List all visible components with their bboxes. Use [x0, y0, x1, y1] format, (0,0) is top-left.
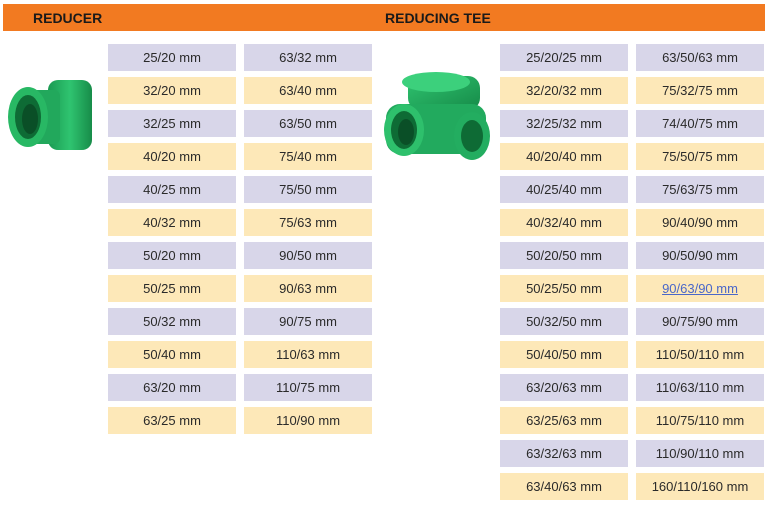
reducer-size-cell: 63/32 mm [244, 44, 372, 71]
green-reducing-tee-icon [380, 68, 496, 174]
tee-size-cell: 63/25/63 mm [500, 407, 628, 434]
tee-size-cell: 90/63/90 mm [636, 275, 764, 302]
tee-size-cell: 40/32/40 mm [500, 209, 628, 236]
tee-size-cell: 50/40/50 mm [500, 341, 628, 368]
tee-size-cell: 50/25/50 mm [500, 275, 628, 302]
tee-size-cell: 110/90/110 mm [636, 440, 764, 467]
tee-size-cell: 90/40/90 mm [636, 209, 764, 236]
reducer-size-cell: 32/25 mm [108, 110, 236, 137]
tee-size-cell: 110/75/110 mm [636, 407, 764, 434]
reducer-size-cell: 40/25 mm [108, 176, 236, 203]
reducing-tee-title: REDUCING TEE [385, 10, 491, 26]
tee-size-cell: 75/63/75 mm [636, 176, 764, 203]
reducer-size-cell: 25/20 mm [108, 44, 236, 71]
reducer-size-column-2 [244, 44, 372, 440]
reducer-size-cell: 50/20 mm [108, 242, 236, 269]
reducer-size-cell: 75/50 mm [244, 176, 372, 203]
tee-size-cell: 40/25/40 mm [500, 176, 628, 203]
tee-size-cell: 25/20/25 mm [500, 44, 628, 71]
green-pipe-reducer-icon [4, 74, 96, 160]
tee-size-cell: 50/32/50 mm [500, 308, 628, 335]
reducer-size-cell: 32/20 mm [108, 77, 236, 104]
reducer-size-cell: 63/25 mm [108, 407, 236, 434]
reducer-size-cell: 40/32 mm [108, 209, 236, 236]
reducer-title: REDUCER [33, 10, 103, 26]
tee-size-cell: 63/40/63 mm [500, 473, 628, 500]
tee-size-cell: 63/50/63 mm [636, 44, 764, 71]
reducer-size-cell: 63/20 mm [108, 374, 236, 401]
reducer-size-cell: 50/25 mm [108, 275, 236, 302]
tee-size-column-1 [500, 44, 628, 506]
tee-size-cell: 75/50/75 mm [636, 143, 764, 170]
reducer-size-column-1 [108, 44, 236, 440]
reducer-size-cell: 75/63 mm [244, 209, 372, 236]
reducer-size-cell: 90/75 mm [244, 308, 372, 335]
tee-size-cell: 90/50/90 mm [636, 242, 764, 269]
tee-size-cell: 63/32/63 mm [500, 440, 628, 467]
tee-size-cell: 63/20/63 mm [500, 374, 628, 401]
tee-size-cell: 90/75/90 mm [636, 308, 764, 335]
tee-size-cell: 32/20/32 mm [500, 77, 628, 104]
tee-size-cell: 74/40/75 mm [636, 110, 764, 137]
reducer-size-cell: 40/20 mm [108, 143, 236, 170]
reducer-size-cell: 90/50 mm [244, 242, 372, 269]
tee-size-cell: 32/25/32 mm [500, 110, 628, 137]
reducer-size-cell: 75/40 mm [244, 143, 372, 170]
tee-size-cell: 160/110/160 mm [636, 473, 764, 500]
tee-size-cell: 110/50/110 mm [636, 341, 764, 368]
tee-size-cell: 75/32/75 mm [636, 77, 764, 104]
reducer-size-cell: 110/75 mm [244, 374, 372, 401]
tee-size-cell: 40/20/40 mm [500, 143, 628, 170]
tee-size-cell: 110/63/110 mm [636, 374, 764, 401]
tee-size-cell: 50/20/50 mm [500, 242, 628, 269]
reducer-size-cell: 110/63 mm [244, 341, 372, 368]
reducer-size-cell: 50/40 mm [108, 341, 236, 368]
section-header-bar [3, 4, 765, 31]
reducer-size-cell: 63/40 mm [244, 77, 372, 104]
tee-size-column-2 [636, 44, 764, 506]
reducer-size-cell: 110/90 mm [244, 407, 372, 434]
reducer-size-cell: 90/63 mm [244, 275, 372, 302]
reducer-size-cell: 63/50 mm [244, 110, 372, 137]
reducer-size-cell: 50/32 mm [108, 308, 236, 335]
